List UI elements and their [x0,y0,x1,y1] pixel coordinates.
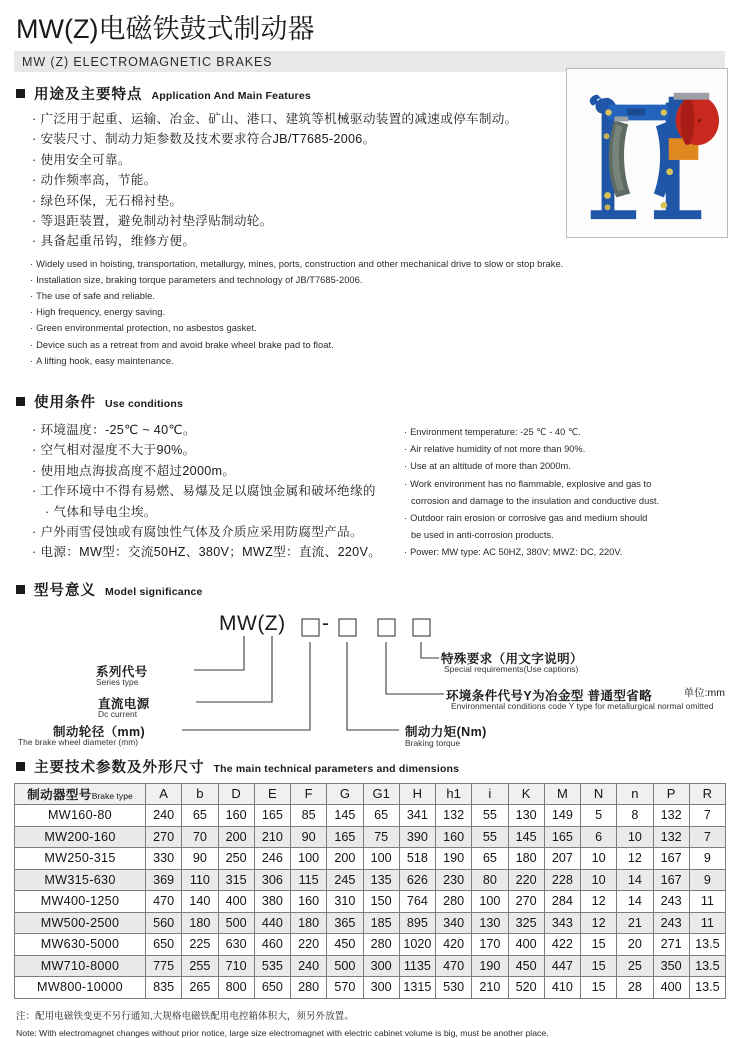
cell: 132 [436,805,472,827]
cell: 145 [327,805,363,827]
list-item: · The use of safe and reliable. [30,288,725,304]
model-significance-diagram [14,602,725,752]
cell-model: MW250-315 [15,848,146,870]
cell: 250 [218,848,254,870]
column-header: K [508,783,544,805]
column-header: F [291,783,327,805]
cell: 300 [363,955,399,977]
cell: 340 [436,912,472,934]
cell: 110 [182,869,218,891]
cell: 330 [146,848,182,870]
column-header: N [581,783,617,805]
cell: 65 [363,805,399,827]
cell: 210 [254,826,290,848]
cell: 246 [254,848,290,870]
cell: 85 [291,805,327,827]
features-en-list [14,256,725,369]
cell: 190 [436,848,472,870]
cell: 8 [617,805,653,827]
table-row [15,805,726,827]
cell: 165 [327,826,363,848]
list-item: · 空气相对湿度不大于90%。 [32,440,725,460]
cell: 170 [472,934,508,956]
cell: 650 [146,934,182,956]
col0-cn: 制动器型号 [27,787,92,802]
column-header: i [472,783,508,805]
label-env-cn: 环境条件代号Y为冶金型 普通型省略 [446,688,653,703]
cell: 180 [508,848,544,870]
list-item: · 户外雨雪侵蚀或有腐蚀性气体及介质应采用防腐型产品。 [32,522,725,542]
cell: 240 [146,805,182,827]
cell: 12 [581,912,617,934]
cell: 710 [218,955,254,977]
cell: 75 [363,826,399,848]
cell: 11 [689,891,725,913]
list-item [404,476,739,510]
cell: 210 [472,977,508,999]
note-en: Note: With electromagnet changes without prior notice, large size electromagnet with electric cabinet volume is big, must be another place. [16,1027,549,1038]
list-item [404,441,739,458]
column-header-brake-type [15,783,146,805]
cell: 400 [218,891,254,913]
cell-model: MW200-160 [15,826,146,848]
cell: 150 [363,891,399,913]
cell: 160 [218,805,254,827]
cell: 132 [653,805,689,827]
cell: 130 [508,805,544,827]
cell: 55 [472,826,508,848]
column-header: G [327,783,363,805]
list-item: · 电源：MW型：交流50HZ、380V；MWZ型：直流、220V。 [32,542,725,562]
table-row [15,955,726,977]
cell: 13.5 [689,934,725,956]
list-item-text: Air relative humidity of not more than 90%. [410,444,586,455]
cell: 15 [581,934,617,956]
cell: 9 [689,869,725,891]
cell: 764 [399,891,435,913]
list-item-text: Work environment has no flammable, explosive and gas to [410,478,652,489]
cell: 167 [653,848,689,870]
cell-model: MW400-1250 [15,891,146,913]
table-row [15,826,726,848]
table-row [15,934,726,956]
list-item: · Installation size, braking torque parameters and technology of JB/T7685-2006. [30,272,725,288]
features-heading-en: Application And Main Features [151,90,311,103]
list-item: · 绿色环保，无石棉衬垫。 [32,191,725,211]
cell-model: MW315-630 [15,869,146,891]
table-row [15,977,726,999]
cell-model: MW500-2500 [15,912,146,934]
cell: 280 [363,934,399,956]
cell: 190 [472,955,508,977]
cell: 775 [146,955,182,977]
list-item: · 环境温度：-25℃ ~ 40℃。 [32,420,725,440]
column-header: P [653,783,689,805]
cell: 440 [254,912,290,934]
list-item-text: Power: MW type: AC 50HZ, 380V; MWZ: DC, 220V. [410,547,623,558]
list-item: · 具备起重吊钩，维修方便。 [32,231,725,251]
list-item-text-2: corrosion and damage to the insulation and conductive dust. [411,495,660,506]
cell: 270 [508,891,544,913]
cell: 470 [146,891,182,913]
cell: 21 [617,912,653,934]
cell: 410 [544,977,580,999]
cell: 310 [327,891,363,913]
cell: 165 [544,826,580,848]
cell: 450 [327,934,363,956]
cell: 255 [182,955,218,977]
table-header-row [15,783,726,805]
cell: 626 [399,869,435,891]
cell: 1020 [399,934,435,956]
label-wheel-cn: 制动轮径（mm) [53,724,146,739]
conditions-heading-en: Use conditions [105,397,184,410]
table-heading-en: The main technical parameters and dimensions [213,762,460,775]
list-item: · 动作频率高，节能。 [32,170,725,190]
cell: 90 [291,826,327,848]
cell: 20 [617,934,653,956]
cell: 12 [581,891,617,913]
cell: 15 [581,977,617,999]
cell: 570 [327,977,363,999]
cell: 220 [291,934,327,956]
column-header: n [617,783,653,805]
cell: 207 [544,848,580,870]
cell: 14 [617,869,653,891]
cell: 15 [581,955,617,977]
model-code: MW(Z) [219,611,286,635]
cell: 12 [617,848,653,870]
cell: 284 [544,891,580,913]
column-header: R [689,783,725,805]
cell: 80 [472,869,508,891]
cell: 500 [218,912,254,934]
specifications-table [14,783,726,999]
column-header: b [182,783,218,805]
features-heading-cn: 用途及主要特点 [34,87,143,104]
cell: 243 [653,891,689,913]
cell: 365 [327,912,363,934]
cell: 325 [508,912,544,934]
note-cn: 注：配用电磁铁变更不另行通知,大规格电磁铁配用电控箱体积大，须另外放置。 [16,1009,354,1021]
model-heading-cn: 型号意义 [34,582,96,599]
cell: 115 [291,869,327,891]
cell: 200 [327,848,363,870]
cell: 25 [617,955,653,977]
cell: 560 [146,912,182,934]
label-torque-en: Braking torque [405,737,461,748]
cell: 895 [399,912,435,934]
cell: 5 [581,805,617,827]
cell: 500 [327,955,363,977]
cell: 100 [291,848,327,870]
cell: 447 [544,955,580,977]
cell: 228 [544,869,580,891]
cell-model: MW160-80 [15,805,146,827]
cell: 140 [182,891,218,913]
cell: 350 [653,955,689,977]
list-item-text: Outdoor rain erosion or corrosive gas and medium should [410,512,648,523]
list-item: · 工作环境中不得有易燃、易爆及足以腐蚀金属和破坏绝缘的 [32,481,725,501]
cell: 7 [689,826,725,848]
list-item: · Green environmental protection, no asbestos gasket. [30,320,725,336]
cell: 14 [617,891,653,913]
bullet-square-icon [16,89,25,98]
cell: 270 [146,826,182,848]
cell-model: MW710-8000 [15,955,146,977]
cell: 520 [508,977,544,999]
cell: 271 [653,934,689,956]
cell: 400 [508,934,544,956]
conditions-heading [14,391,725,412]
cell: 265 [182,977,218,999]
cell: 11 [689,912,725,934]
cell: 650 [254,977,290,999]
cell: 243 [653,912,689,934]
cell: 55 [472,805,508,827]
list-item: · 使用安全可靠。 [32,150,725,170]
cell: 7 [689,805,725,827]
list-item-continuation: · 气体和导电尘埃。 [32,502,725,522]
list-item [404,544,739,561]
cell: 100 [363,848,399,870]
conditions-heading-cn: 使用条件 [34,394,96,411]
column-header: A [146,783,182,805]
table-row [15,869,726,891]
cell: 225 [182,934,218,956]
bullet-square-icon [16,397,25,406]
cell: 535 [254,955,290,977]
cell: 180 [291,912,327,934]
cell: 518 [399,848,435,870]
list-item: · 安装尺寸、制动力矩参数及技术要求符合JB/T7685-2006。 [32,129,725,149]
label-dc-en: Dc current [98,708,138,719]
model-heading-en: Model significance [105,585,203,598]
list-item: · 使用地点海拔高度不超过2000m。 [32,461,725,481]
list-item: · 广泛用于起重、运输、冶金、矿山、港口、建筑等机械驱动装置的减速或停车制动。 [32,109,725,129]
cell: 167 [653,869,689,891]
column-header: E [254,783,290,805]
cell: 341 [399,805,435,827]
product-image [566,68,728,238]
cell: 200 [218,826,254,848]
cell-model: MW800-10000 [15,977,146,999]
conditions-en-list [404,424,739,562]
model-heading [14,579,725,600]
label-series-en: Series type [96,676,139,687]
table-heading [14,756,725,777]
cell: 369 [146,869,182,891]
cell: 135 [363,869,399,891]
cell: 10 [617,826,653,848]
cell: 630 [218,934,254,956]
cell: 70 [182,826,218,848]
page-subtitle: MW (Z) ELECTROMAGNETIC BRAKES [22,54,273,69]
cell: 470 [436,955,472,977]
cell: 315 [218,869,254,891]
label-series-cn: 系列代号 [96,664,148,679]
list-item: · Widely used in hoisting, transportation, metallurgy, mines, ports, construction and other mechanical drive to slow or stop brake. [30,256,725,272]
cell: 280 [291,977,327,999]
cell: 165 [254,805,290,827]
table-row [15,891,726,913]
cell: 450 [508,955,544,977]
cell: 160 [436,826,472,848]
cell: 245 [327,869,363,891]
cell: 1135 [399,955,435,977]
cell: 65 [472,848,508,870]
table-heading-cn: 主要技术参数及外形尺寸 [34,759,205,776]
cell: 420 [436,934,472,956]
label-env-en: Environmental conditions code Y type for metallurgical normal omitted [451,700,714,711]
page-title: MW(Z)电磁铁鼓式制动器 [16,14,315,44]
cell: 835 [146,977,182,999]
column-header: D [218,783,254,805]
label-special-en: Special requirements(Use captions) [444,663,579,674]
cell: 380 [254,891,290,913]
cell: 90 [182,848,218,870]
list-item: · Device such as a retreat from and avoid brake wheel brake pad to float. [30,337,725,353]
cell: 180 [182,912,218,934]
label-special-cn: 特殊要求（用文字说明） [441,651,583,666]
list-item-text: Use at an altitude of more than 2000m. [410,461,571,472]
conditions-body [14,420,725,563]
table-row [15,848,726,870]
cell: 185 [363,912,399,934]
cell: 300 [363,977,399,999]
table-unit-label: 单位:mm [683,687,725,699]
cell: 6 [581,826,617,848]
list-item-text: Environment temperature: -25 ℃ - 40 ℃. [410,426,581,437]
cell-model: MW630-5000 [15,934,146,956]
cell: 9 [689,848,725,870]
cell: 306 [254,869,290,891]
product-illustration-svg [571,73,723,233]
cell: 130 [472,912,508,934]
cell: 280 [436,891,472,913]
bullet-square-icon [16,585,25,594]
list-item [404,424,739,441]
cell: 530 [436,977,472,999]
cell: 800 [218,977,254,999]
cell: 240 [291,955,327,977]
cell: 343 [544,912,580,934]
list-item [404,458,739,475]
cell: 13.5 [689,977,725,999]
label-dc-cn: 直流电源 [98,696,150,711]
cell: 145 [508,826,544,848]
label-torque-cn: 制动力矩(Nm) [405,724,487,739]
cell: 220 [508,869,544,891]
cell: 422 [544,934,580,956]
column-header: M [544,783,580,805]
table-body [15,805,726,999]
cell: 149 [544,805,580,827]
bullet-square-icon [16,762,25,771]
table-row [15,912,726,934]
col0-en: Brake type [91,790,133,801]
column-header: H [399,783,435,805]
cell: 28 [617,977,653,999]
cell: 10 [581,848,617,870]
cell: 10 [581,869,617,891]
column-header: h1 [436,783,472,805]
cell: 100 [472,891,508,913]
list-item [404,510,739,544]
list-item: · A lifting hook, easy maintenance. [30,353,725,369]
cell: 230 [436,869,472,891]
cell: 400 [653,977,689,999]
cell: 1315 [399,977,435,999]
list-item: · High frequency, energy saving. [30,304,725,320]
cell: 460 [254,934,290,956]
model-separator: - [322,611,330,635]
list-item: · 等退距装置，避免制动衬垫浮贴制动轮。 [32,211,725,231]
list-item-text-2: be used in anti-corrosion products. [411,530,554,541]
cell: 65 [182,805,218,827]
label-wheel-en: The brake wheel diameter (mm) [18,736,139,747]
cell: 390 [399,826,435,848]
cell: 132 [653,826,689,848]
column-header: G1 [363,783,399,805]
cell: 13.5 [689,955,725,977]
cell: 160 [291,891,327,913]
